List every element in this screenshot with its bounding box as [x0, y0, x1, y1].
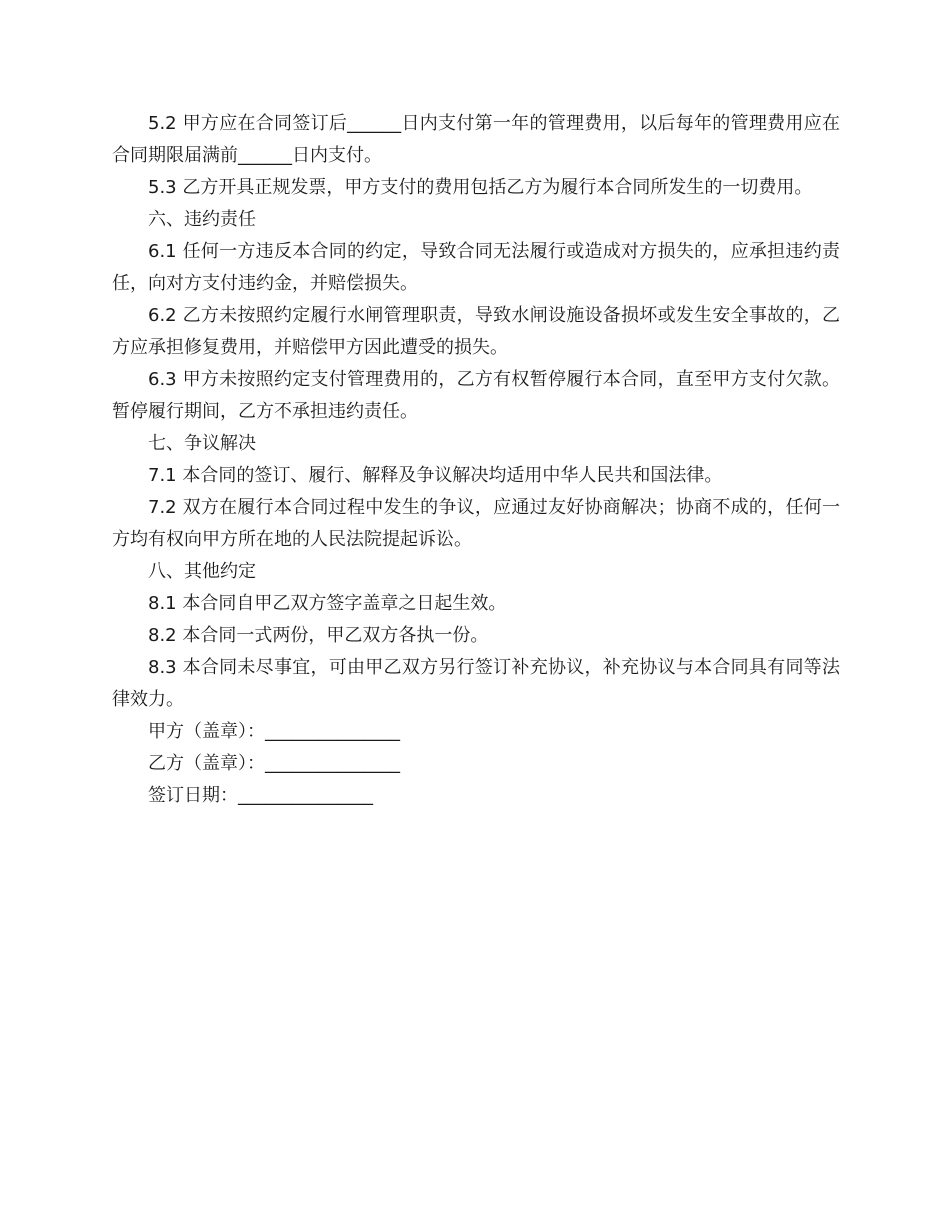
- section-heading-breach: 六、违约责任: [148, 209, 256, 230]
- clause-5-2: 5.2 甲方应在合同签订后______日内支付第一年的管理费用，以后每年的管理费用应在合同期限届满前______日内支付。: [112, 113, 840, 166]
- clause-6-1: 6.1 任何一方违反本合同的约定，导致合同无法履行或造成对方损失的，应承担违约责任，向对方支付违约金，并赔偿损失。: [112, 241, 840, 294]
- clause-6-3: 6.3 甲方未按照约定支付管理费用的，乙方有权暂停履行本合同，直至甲方支付欠款。暂停履行期间，乙方不承担违约责任。: [112, 369, 840, 422]
- sign-date-line: 签订日期：_______________: [148, 785, 373, 806]
- section-heading-other: 八、其他约定: [148, 561, 256, 582]
- clause-6-2: 6.2 乙方未按照约定履行水闸管理职责，导致水闸设施设备损坏或发生安全事故的，乙方应承担修复费用，并赔偿甲方因此遭受的损失。: [112, 305, 840, 358]
- section-heading-dispute: 七、争议解决: [148, 433, 256, 454]
- clause-8-3: 8.3 本合同未尽事宜，可由甲乙双方另行签订补充协议，补充协议与本合同具有同等法律效力。: [112, 657, 840, 710]
- document-page: [112, 108, 840, 812]
- party-a-signature-line: 甲方（盖章）：_______________: [148, 721, 400, 742]
- party-b-signature-line: 乙方（盖章）：_______________: [148, 753, 400, 774]
- clause-7-1: 7.1 本合同的签订、履行、解释及争议解决均适用中华人民共和国法律。: [148, 465, 723, 486]
- clause-8-2: 8.2 本合同一式两份，甲乙双方各执一份。: [148, 625, 489, 646]
- clause-5-3: 5.3 乙方开具正规发票，甲方支付的费用包括乙方为履行本合同所发生的一切费用。: [148, 177, 813, 198]
- clause-7-2: 7.2 双方在履行本合同过程中发生的争议，应通过友好协商解决；协商不成的，任何一方均有权向甲方所在地的人民法院提起诉讼。: [112, 497, 840, 550]
- clause-8-1: 8.1 本合同自甲乙双方签字盖章之日起生效。: [148, 593, 507, 614]
